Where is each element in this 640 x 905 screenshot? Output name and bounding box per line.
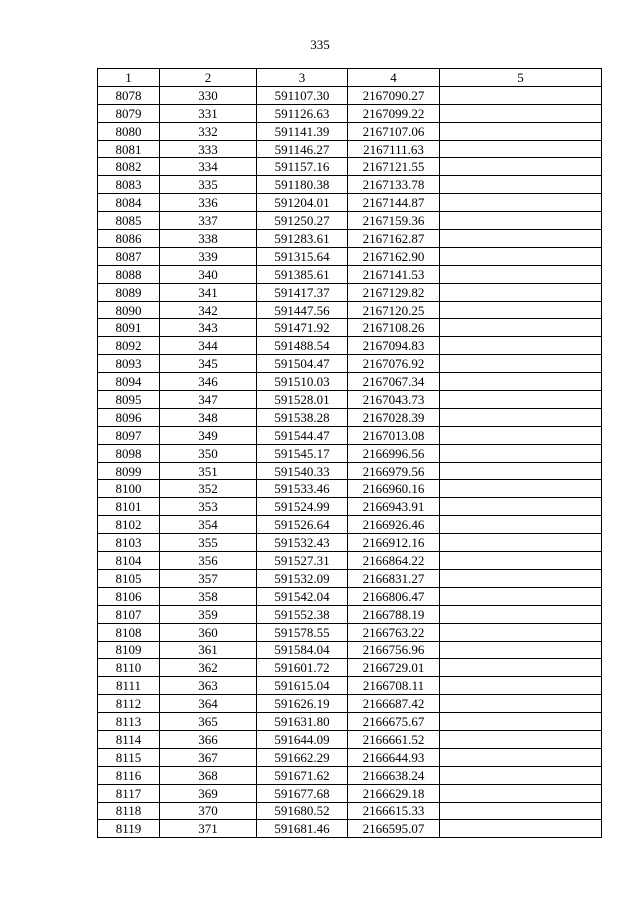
table-row bbox=[98, 713, 602, 731]
table-cell: 2166708.11 bbox=[348, 677, 440, 695]
table-cell: 363 bbox=[160, 677, 257, 695]
column-header: 4 bbox=[348, 69, 440, 87]
table-cell bbox=[440, 748, 602, 766]
column-header: 2 bbox=[160, 69, 257, 87]
table-cell bbox=[440, 552, 602, 570]
table-cell: 2167013.08 bbox=[348, 426, 440, 444]
table-cell: 2166644.93 bbox=[348, 748, 440, 766]
table-cell: 2167090.27 bbox=[348, 86, 440, 104]
table-cell: 337 bbox=[160, 212, 257, 230]
table-cell: 591533.46 bbox=[257, 480, 348, 498]
table-cell: 8091 bbox=[98, 319, 160, 337]
table-cell: 591524.99 bbox=[257, 498, 348, 516]
table-cell: 8081 bbox=[98, 140, 160, 158]
table-cell: 2167076.92 bbox=[348, 355, 440, 373]
table-row bbox=[98, 766, 602, 784]
table-cell: 8101 bbox=[98, 498, 160, 516]
table-cell: 8112 bbox=[98, 695, 160, 713]
column-header: 3 bbox=[257, 69, 348, 87]
table-cell: 369 bbox=[160, 784, 257, 802]
table-cell bbox=[440, 730, 602, 748]
table-row bbox=[98, 623, 602, 641]
table-cell: 591532.09 bbox=[257, 569, 348, 587]
table-cell: 591528.01 bbox=[257, 391, 348, 409]
table-cell: 2167159.36 bbox=[348, 212, 440, 230]
table-cell bbox=[440, 140, 602, 158]
table-cell: 2166595.07 bbox=[348, 820, 440, 838]
table-cell: 351 bbox=[160, 462, 257, 480]
table-row bbox=[98, 337, 602, 355]
table-cell: 8117 bbox=[98, 784, 160, 802]
table-cell: 368 bbox=[160, 766, 257, 784]
table-cell: 591545.17 bbox=[257, 444, 348, 462]
table-row bbox=[98, 820, 602, 838]
table-cell: 591146.27 bbox=[257, 140, 348, 158]
table-cell: 591680.52 bbox=[257, 802, 348, 820]
table-cell: 591578.55 bbox=[257, 623, 348, 641]
table-cell: 591542.04 bbox=[257, 587, 348, 605]
table-cell bbox=[440, 480, 602, 498]
table-cell: 2166831.27 bbox=[348, 569, 440, 587]
table-cell: 2166864.22 bbox=[348, 552, 440, 570]
table-cell: 8085 bbox=[98, 212, 160, 230]
table-cell: 8082 bbox=[98, 158, 160, 176]
table-cell: 591615.04 bbox=[257, 677, 348, 695]
table-cell: 2167067.34 bbox=[348, 373, 440, 391]
table-cell: 8106 bbox=[98, 587, 160, 605]
table-cell: 2167043.73 bbox=[348, 391, 440, 409]
table-cell: 8098 bbox=[98, 444, 160, 462]
table-cell: 2167028.39 bbox=[348, 408, 440, 426]
table-cell: 370 bbox=[160, 802, 257, 820]
table-row bbox=[98, 408, 602, 426]
table-cell: 8088 bbox=[98, 265, 160, 283]
table-cell: 2166729.01 bbox=[348, 659, 440, 677]
table-cell: 591510.03 bbox=[257, 373, 348, 391]
table-cell: 360 bbox=[160, 623, 257, 641]
table-cell bbox=[440, 158, 602, 176]
table-cell bbox=[440, 265, 602, 283]
table-cell: 2166996.56 bbox=[348, 444, 440, 462]
table-cell: 591488.54 bbox=[257, 337, 348, 355]
table-cell bbox=[440, 337, 602, 355]
table-cell: 356 bbox=[160, 552, 257, 570]
table-cell bbox=[440, 802, 602, 820]
table-cell: 8086 bbox=[98, 230, 160, 248]
table-cell bbox=[440, 623, 602, 641]
table-cell: 591532.43 bbox=[257, 534, 348, 552]
table-cell: 344 bbox=[160, 337, 257, 355]
table-cell: 2166638.24 bbox=[348, 766, 440, 784]
table-cell: 591662.29 bbox=[257, 748, 348, 766]
table-cell: 591527.31 bbox=[257, 552, 348, 570]
table-cell: 8109 bbox=[98, 641, 160, 659]
table-cell: 2167108.26 bbox=[348, 319, 440, 337]
table-cell: 2166687.42 bbox=[348, 695, 440, 713]
table-cell: 2167120.25 bbox=[348, 301, 440, 319]
table-cell: 343 bbox=[160, 319, 257, 337]
table-cell: 591552.38 bbox=[257, 605, 348, 623]
column-header: 1 bbox=[98, 69, 160, 87]
table-row bbox=[98, 283, 602, 301]
table-cell: 2166615.33 bbox=[348, 802, 440, 820]
table-cell: 335 bbox=[160, 176, 257, 194]
table-cell: 333 bbox=[160, 140, 257, 158]
table-cell: 357 bbox=[160, 569, 257, 587]
table-cell: 591677.68 bbox=[257, 784, 348, 802]
table-cell bbox=[440, 641, 602, 659]
table-row bbox=[98, 194, 602, 212]
table-cell bbox=[440, 373, 602, 391]
table-cell: 353 bbox=[160, 498, 257, 516]
table-cell: 8093 bbox=[98, 355, 160, 373]
table-cell bbox=[440, 122, 602, 140]
table-cell: 2167133.78 bbox=[348, 176, 440, 194]
table-cell: 8105 bbox=[98, 569, 160, 587]
table-cell: 591385.61 bbox=[257, 265, 348, 283]
table-cell: 8113 bbox=[98, 713, 160, 731]
table-cell bbox=[440, 587, 602, 605]
table-row bbox=[98, 176, 602, 194]
table-row bbox=[98, 552, 602, 570]
table-cell: 2166979.56 bbox=[348, 462, 440, 480]
table-cell: 347 bbox=[160, 391, 257, 409]
table-cell: 2166763.22 bbox=[348, 623, 440, 641]
table-cell: 361 bbox=[160, 641, 257, 659]
table-row bbox=[98, 319, 602, 337]
table-cell bbox=[440, 104, 602, 122]
table-row bbox=[98, 534, 602, 552]
table-row bbox=[98, 426, 602, 444]
table-cell: 2167094.83 bbox=[348, 337, 440, 355]
table-cell bbox=[440, 695, 602, 713]
table-cell bbox=[440, 569, 602, 587]
table-cell: 591626.19 bbox=[257, 695, 348, 713]
table-cell bbox=[440, 820, 602, 838]
table-cell: 334 bbox=[160, 158, 257, 176]
table-row bbox=[98, 659, 602, 677]
table-cell bbox=[440, 426, 602, 444]
table-row bbox=[98, 498, 602, 516]
table-cell bbox=[440, 713, 602, 731]
column-header: 5 bbox=[440, 69, 602, 87]
table-cell: 591644.09 bbox=[257, 730, 348, 748]
table-cell: 371 bbox=[160, 820, 257, 838]
table-cell bbox=[440, 247, 602, 265]
table-cell: 8116 bbox=[98, 766, 160, 784]
table-cell: 591584.04 bbox=[257, 641, 348, 659]
table-row bbox=[98, 462, 602, 480]
table-cell: 591671.62 bbox=[257, 766, 348, 784]
table-cell: 2166943.91 bbox=[348, 498, 440, 516]
table-cell bbox=[440, 212, 602, 230]
table-cell: 591141.39 bbox=[257, 122, 348, 140]
table-row bbox=[98, 265, 602, 283]
table-cell: 591526.64 bbox=[257, 516, 348, 534]
table-cell: 2167111.63 bbox=[348, 140, 440, 158]
table-cell: 331 bbox=[160, 104, 257, 122]
table-cell: 591283.61 bbox=[257, 230, 348, 248]
table-cell: 2166661.52 bbox=[348, 730, 440, 748]
table-cell bbox=[440, 194, 602, 212]
table-cell: 591471.92 bbox=[257, 319, 348, 337]
table-cell: 8099 bbox=[98, 462, 160, 480]
table-row bbox=[98, 569, 602, 587]
table-cell: 8114 bbox=[98, 730, 160, 748]
table-cell: 2167162.87 bbox=[348, 230, 440, 248]
table-cell bbox=[440, 176, 602, 194]
table-cell: 2167129.82 bbox=[348, 283, 440, 301]
table-row bbox=[98, 122, 602, 140]
table-row bbox=[98, 247, 602, 265]
table-cell: 591504.47 bbox=[257, 355, 348, 373]
table-cell bbox=[440, 86, 602, 104]
table-row bbox=[98, 695, 602, 713]
table-cell: 8119 bbox=[98, 820, 160, 838]
table-row bbox=[98, 104, 602, 122]
table-cell: 345 bbox=[160, 355, 257, 373]
table-cell: 2167162.90 bbox=[348, 247, 440, 265]
table-row bbox=[98, 480, 602, 498]
table-cell: 2166756.96 bbox=[348, 641, 440, 659]
table-cell: 591157.16 bbox=[257, 158, 348, 176]
table-row bbox=[98, 140, 602, 158]
table-cell bbox=[440, 605, 602, 623]
table-body bbox=[98, 86, 602, 837]
table-cell: 591250.27 bbox=[257, 212, 348, 230]
table-cell bbox=[440, 444, 602, 462]
table-row bbox=[98, 748, 602, 766]
table-cell: 8089 bbox=[98, 283, 160, 301]
table-cell: 330 bbox=[160, 86, 257, 104]
table-cell: 8095 bbox=[98, 391, 160, 409]
table-row bbox=[98, 587, 602, 605]
table-cell: 2167121.55 bbox=[348, 158, 440, 176]
table-row bbox=[98, 444, 602, 462]
table-cell bbox=[440, 534, 602, 552]
table-cell: 591315.64 bbox=[257, 247, 348, 265]
table-cell: 8096 bbox=[98, 408, 160, 426]
table-cell: 8111 bbox=[98, 677, 160, 695]
table-cell: 2166788.19 bbox=[348, 605, 440, 623]
table-row bbox=[98, 86, 602, 104]
table-cell: 8083 bbox=[98, 176, 160, 194]
table-cell bbox=[440, 319, 602, 337]
table-cell: 591538.28 bbox=[257, 408, 348, 426]
table-cell: 2167099.22 bbox=[348, 104, 440, 122]
table-cell: 355 bbox=[160, 534, 257, 552]
table-cell: 2167107.06 bbox=[348, 122, 440, 140]
table-row bbox=[98, 158, 602, 176]
table-cell: 2166629.18 bbox=[348, 784, 440, 802]
table-header-row bbox=[98, 69, 602, 87]
table-cell: 341 bbox=[160, 283, 257, 301]
table-row bbox=[98, 516, 602, 534]
table-cell: 348 bbox=[160, 408, 257, 426]
table-cell: 359 bbox=[160, 605, 257, 623]
table-cell: 2166806.47 bbox=[348, 587, 440, 605]
table-cell: 591544.47 bbox=[257, 426, 348, 444]
table-cell: 8100 bbox=[98, 480, 160, 498]
table-cell: 8118 bbox=[98, 802, 160, 820]
table-cell: 8097 bbox=[98, 426, 160, 444]
table-cell: 2166912.16 bbox=[348, 534, 440, 552]
table-cell: 350 bbox=[160, 444, 257, 462]
table-cell: 8080 bbox=[98, 122, 160, 140]
table-cell: 591681.46 bbox=[257, 820, 348, 838]
table-cell bbox=[440, 462, 602, 480]
table-cell bbox=[440, 391, 602, 409]
table-cell: 2167141.53 bbox=[348, 265, 440, 283]
table-row bbox=[98, 212, 602, 230]
table-cell bbox=[440, 283, 602, 301]
table-cell bbox=[440, 677, 602, 695]
table-cell: 591417.37 bbox=[257, 283, 348, 301]
table-cell bbox=[440, 516, 602, 534]
table-cell: 2167144.87 bbox=[348, 194, 440, 212]
table-row bbox=[98, 605, 602, 623]
table-cell bbox=[440, 230, 602, 248]
table-cell: 364 bbox=[160, 695, 257, 713]
table-cell: 358 bbox=[160, 587, 257, 605]
table-cell: 8115 bbox=[98, 748, 160, 766]
table-cell: 342 bbox=[160, 301, 257, 319]
table-row bbox=[98, 641, 602, 659]
table-cell bbox=[440, 408, 602, 426]
table-cell: 591447.56 bbox=[257, 301, 348, 319]
table-cell: 591631.80 bbox=[257, 713, 348, 731]
table-cell bbox=[440, 355, 602, 373]
table-cell: 367 bbox=[160, 748, 257, 766]
table-cell: 8094 bbox=[98, 373, 160, 391]
table-cell bbox=[440, 784, 602, 802]
table-row bbox=[98, 677, 602, 695]
table-cell: 352 bbox=[160, 480, 257, 498]
table-cell: 346 bbox=[160, 373, 257, 391]
table-cell bbox=[440, 659, 602, 677]
table-cell: 591204.01 bbox=[257, 194, 348, 212]
table-cell: 591126.63 bbox=[257, 104, 348, 122]
table-cell: 8084 bbox=[98, 194, 160, 212]
table-row bbox=[98, 730, 602, 748]
table-cell: 591601.72 bbox=[257, 659, 348, 677]
table-cell: 339 bbox=[160, 247, 257, 265]
table-row bbox=[98, 391, 602, 409]
table-cell: 8092 bbox=[98, 337, 160, 355]
table-cell: 8090 bbox=[98, 301, 160, 319]
table-row bbox=[98, 784, 602, 802]
table-cell bbox=[440, 301, 602, 319]
table-cell: 8087 bbox=[98, 247, 160, 265]
table-row bbox=[98, 230, 602, 248]
table-cell: 2166926.46 bbox=[348, 516, 440, 534]
table-cell: 349 bbox=[160, 426, 257, 444]
table-cell: 2166960.16 bbox=[348, 480, 440, 498]
table-cell bbox=[440, 498, 602, 516]
table-cell bbox=[440, 766, 602, 784]
table-cell: 338 bbox=[160, 230, 257, 248]
table-cell: 8079 bbox=[98, 104, 160, 122]
table-cell: 336 bbox=[160, 194, 257, 212]
table-cell: 354 bbox=[160, 516, 257, 534]
table-cell: 591180.38 bbox=[257, 176, 348, 194]
table-cell: 2166675.67 bbox=[348, 713, 440, 731]
table-row bbox=[98, 355, 602, 373]
table-cell: 365 bbox=[160, 713, 257, 731]
table-cell: 8110 bbox=[98, 659, 160, 677]
table-cell: 8102 bbox=[98, 516, 160, 534]
table-cell: 8103 bbox=[98, 534, 160, 552]
table-row bbox=[98, 373, 602, 391]
table-row bbox=[98, 802, 602, 820]
table-cell: 8107 bbox=[98, 605, 160, 623]
table-cell: 362 bbox=[160, 659, 257, 677]
table-cell: 591540.33 bbox=[257, 462, 348, 480]
table-cell: 8078 bbox=[98, 86, 160, 104]
table-cell: 8108 bbox=[98, 623, 160, 641]
table-cell: 366 bbox=[160, 730, 257, 748]
page-number: 335 bbox=[310, 37, 330, 52]
coordinates-table bbox=[97, 68, 602, 838]
table-cell: 340 bbox=[160, 265, 257, 283]
table-cell: 591107.30 bbox=[257, 86, 348, 104]
table-cell: 8104 bbox=[98, 552, 160, 570]
table-row bbox=[98, 301, 602, 319]
table-cell: 332 bbox=[160, 122, 257, 140]
